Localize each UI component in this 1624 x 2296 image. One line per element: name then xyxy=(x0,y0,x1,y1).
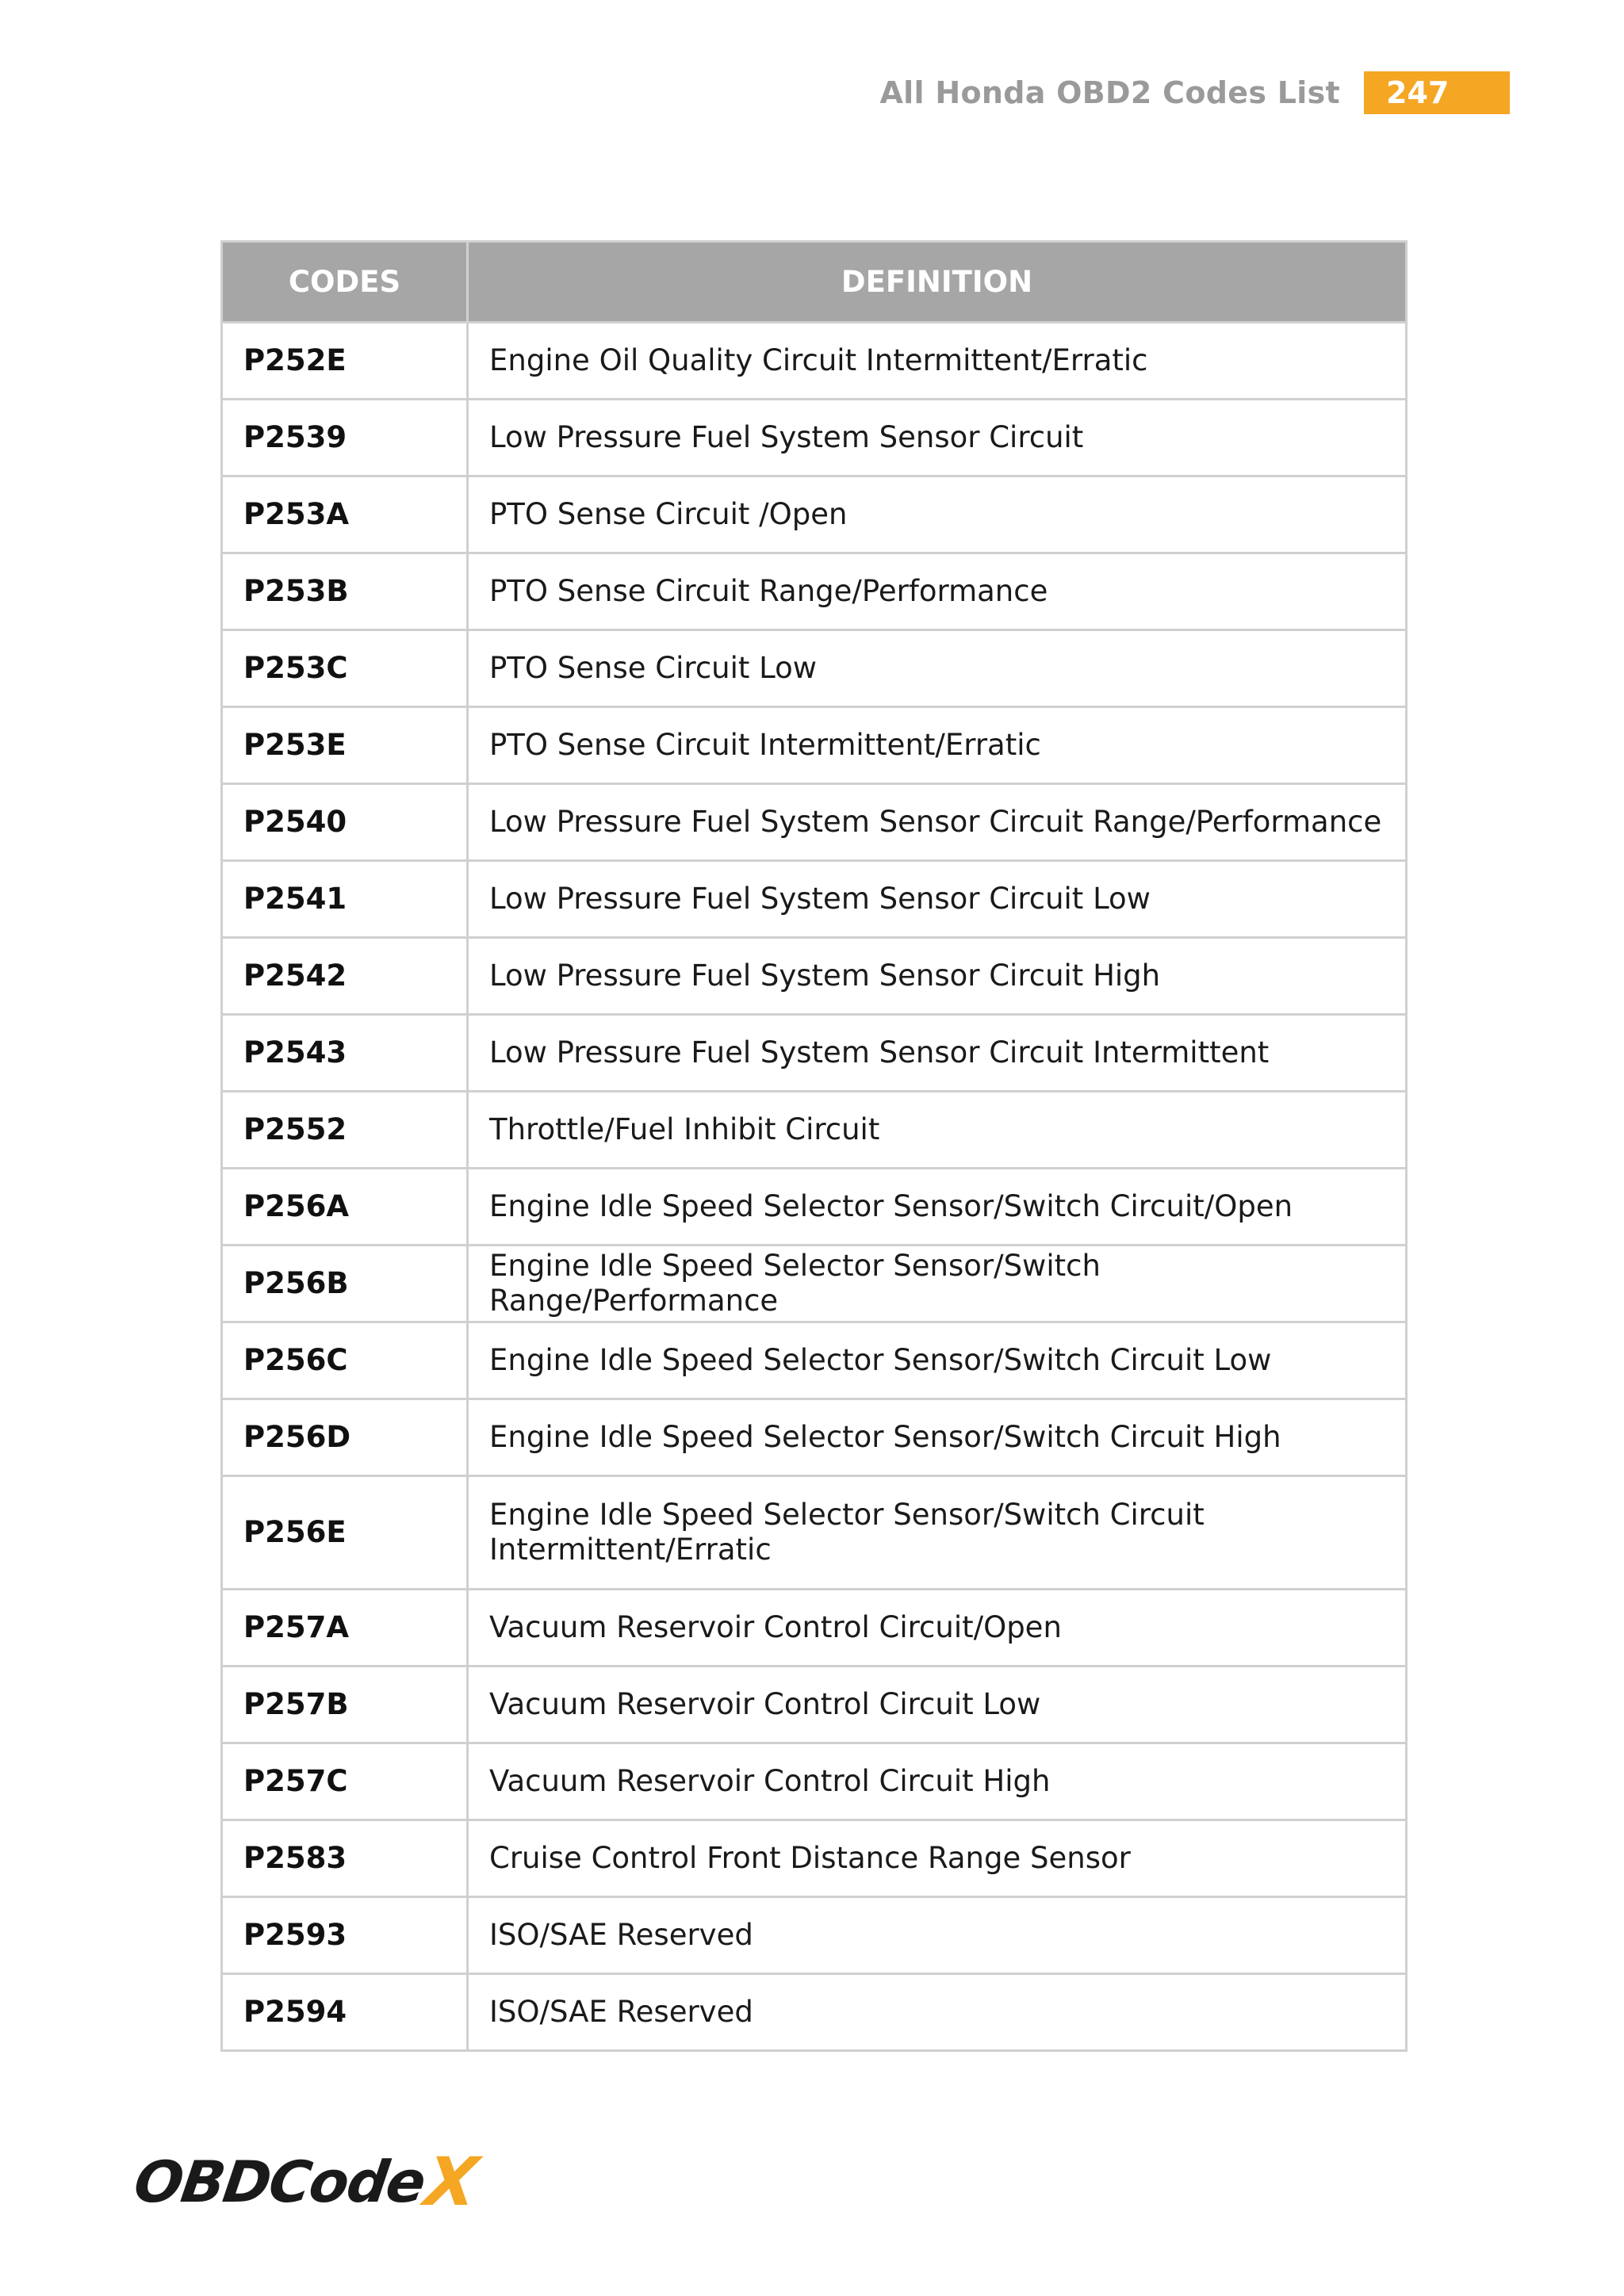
table-row xyxy=(222,1015,1407,1092)
definition-cell: Engine Idle Speed Selector Sensor/Switch Circuit/Open xyxy=(468,1169,1407,1246)
definition-cell: PTO Sense Circuit Low xyxy=(468,630,1407,707)
column-header-definition: DEFINITION xyxy=(468,242,1407,323)
code-cell: P256E xyxy=(222,1476,468,1590)
definition-cell: Cruise Control Front Distance Range Sensor xyxy=(468,1820,1407,1897)
definition-cell: Low Pressure Fuel System Sensor Circuit xyxy=(468,400,1407,476)
table-row xyxy=(222,1743,1407,1820)
document-title: All Honda OBD2 Codes List xyxy=(879,75,1340,110)
code-cell: P256A xyxy=(222,1169,468,1246)
code-cell: P2583 xyxy=(222,1820,468,1897)
definition-cell: Engine Idle Speed Selector Sensor/Switch Circuit High xyxy=(468,1399,1407,1476)
table-row xyxy=(222,1399,1407,1476)
code-cell: P2594 xyxy=(222,1974,468,2051)
definition-cell: Engine Idle Speed Selector Sensor/Switch Range/Performance xyxy=(468,1246,1407,1322)
code-cell: P2539 xyxy=(222,400,468,476)
page-number-badge: 247 xyxy=(1364,71,1510,114)
code-cell: P256B xyxy=(222,1246,468,1322)
logo-accent: X xyxy=(419,2143,481,2221)
definition-cell: Throttle/Fuel Inhibit Circuit xyxy=(468,1092,1407,1169)
code-cell: P2552 xyxy=(222,1092,468,1169)
table-row xyxy=(222,1476,1407,1590)
definition-cell: Engine Idle Speed Selector Sensor/Switch Circuit Low xyxy=(468,1322,1407,1399)
table-row xyxy=(222,1897,1407,1974)
code-cell: P253E xyxy=(222,707,468,784)
table-row xyxy=(222,553,1407,630)
table-row xyxy=(222,400,1407,476)
table-row xyxy=(222,784,1407,861)
code-cell: P252E xyxy=(222,323,468,400)
definition-cell: Engine Idle Speed Selector Sensor/Switch Circuit Intermittent/Erratic xyxy=(468,1476,1407,1590)
code-cell: P2542 xyxy=(222,938,468,1015)
definition-cell: Low Pressure Fuel System Sensor Circuit Low xyxy=(468,861,1407,938)
obdcodex-logo xyxy=(130,2143,481,2221)
table-row xyxy=(222,861,1407,938)
code-cell: P2541 xyxy=(222,861,468,938)
table-header-row xyxy=(222,242,1407,323)
definition-cell: ISO/SAE Reserved xyxy=(468,1897,1407,1974)
table-row xyxy=(222,1974,1407,2051)
table-row xyxy=(222,1820,1407,1897)
table-row xyxy=(222,1590,1407,1667)
code-cell: P253A xyxy=(222,476,468,553)
definition-cell: PTO Sense Circuit Range/Performance xyxy=(468,553,1407,630)
definition-cell: PTO Sense Circuit Intermittent/Erratic xyxy=(468,707,1407,784)
table-row xyxy=(222,476,1407,553)
table-row xyxy=(222,707,1407,784)
table-row xyxy=(222,630,1407,707)
code-cell: P2540 xyxy=(222,784,468,861)
logo-text: OBDCode xyxy=(130,2149,429,2215)
code-cell: P253C xyxy=(222,630,468,707)
code-cell: P256C xyxy=(222,1322,468,1399)
code-cell: P2543 xyxy=(222,1015,468,1092)
table-row xyxy=(222,1246,1407,1322)
code-cell: P257B xyxy=(222,1667,468,1743)
definition-cell: Engine Oil Quality Circuit Intermittent/Erratic xyxy=(468,323,1407,400)
column-header-codes: CODES xyxy=(222,242,468,323)
code-cell: P257A xyxy=(222,1590,468,1667)
table-row xyxy=(222,323,1407,400)
code-cell: P253B xyxy=(222,553,468,630)
code-cell: P257C xyxy=(222,1743,468,1820)
table-row xyxy=(222,938,1407,1015)
definition-cell: Vacuum Reservoir Control Circuit Low xyxy=(468,1667,1407,1743)
definition-cell: Vacuum Reservoir Control Circuit/Open xyxy=(468,1590,1407,1667)
table-row xyxy=(222,1667,1407,1743)
definition-cell: Low Pressure Fuel System Sensor Circuit High xyxy=(468,938,1407,1015)
definition-cell: ISO/SAE Reserved xyxy=(468,1974,1407,2051)
table-row xyxy=(222,1092,1407,1169)
definition-cell: PTO Sense Circuit /Open xyxy=(468,476,1407,553)
codes-table xyxy=(220,240,1408,2052)
definition-cell: Low Pressure Fuel System Sensor Circuit Intermittent xyxy=(468,1015,1407,1092)
definition-cell: Vacuum Reservoir Control Circuit High xyxy=(468,1743,1407,1820)
definition-cell: Low Pressure Fuel System Sensor Circuit Range/Performance xyxy=(468,784,1407,861)
table-row xyxy=(222,1322,1407,1399)
table-row xyxy=(222,1169,1407,1246)
page-header xyxy=(879,71,1510,114)
code-cell: P256D xyxy=(222,1399,468,1476)
code-cell: P2593 xyxy=(222,1897,468,1974)
